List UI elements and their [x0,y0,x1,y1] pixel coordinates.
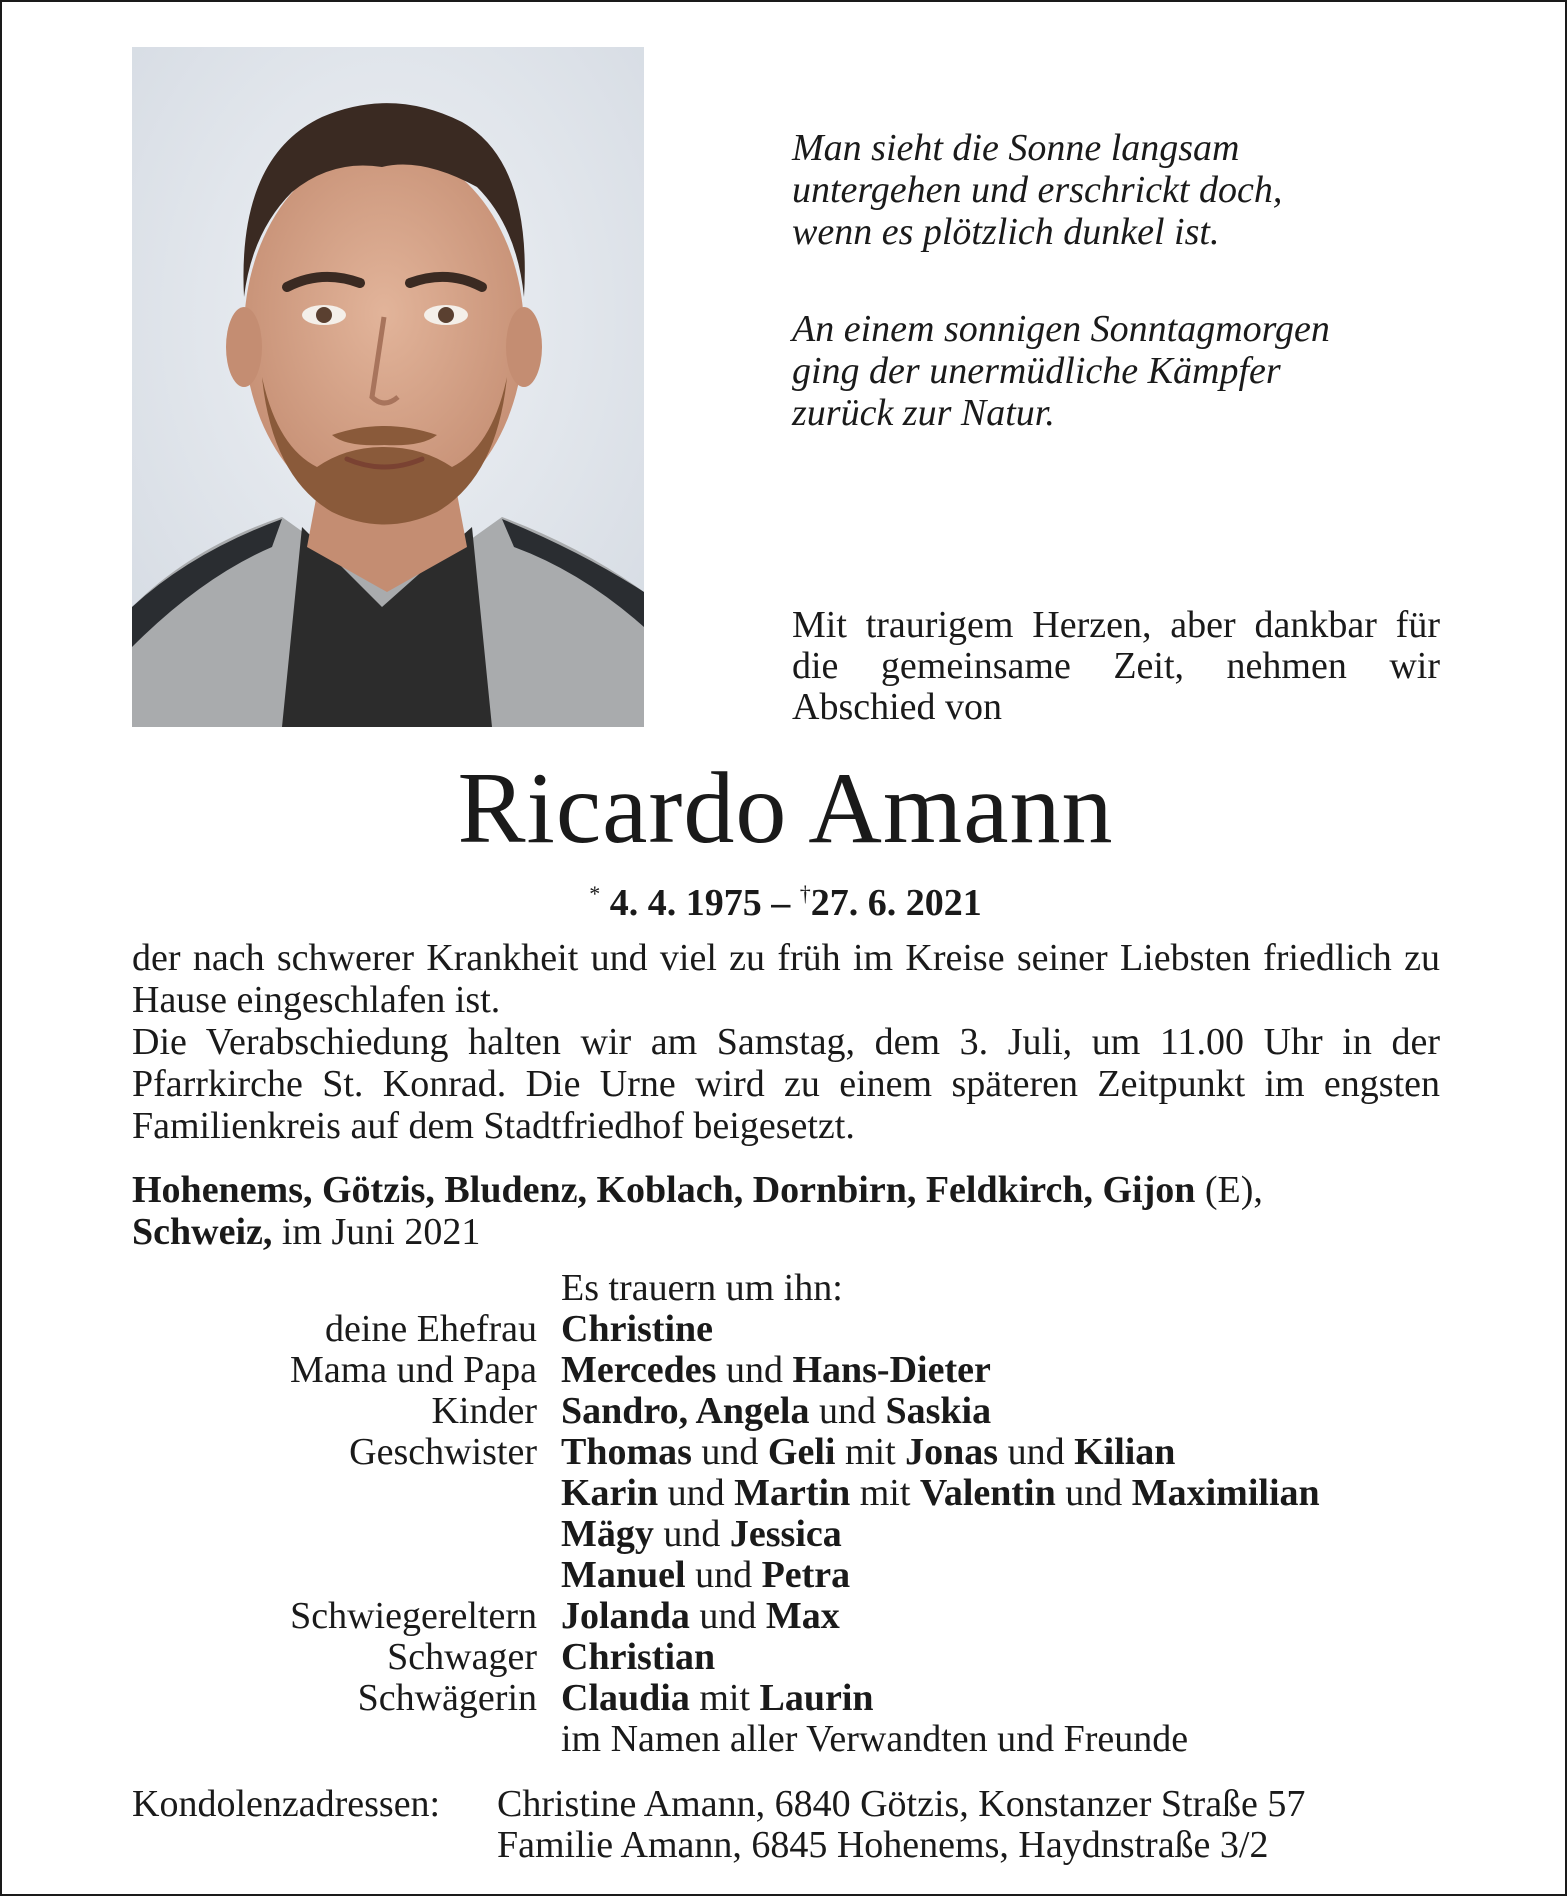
mourner-name: Claudia [561,1677,690,1719]
mourner-name: Jessica [729,1513,842,1555]
mourner-row [132,1432,1452,1473]
mourner-label [132,1719,561,1760]
date-line: im Juni 2021 [281,1211,481,1253]
quote-line: Man sieht die Sonne langsam [792,127,1240,169]
mourner-names [561,1596,1452,1637]
mourner-row [132,1514,1452,1555]
condolence-addresses [132,1784,1452,1866]
mourner-label [132,1555,561,1596]
mourner-names [561,1678,1452,1719]
mourner-label: Schwager [387,1636,537,1678]
mourner-row [132,1391,1452,1432]
mourner-name: Maximilian [1131,1472,1320,1514]
mourner-connector: und [691,1431,768,1473]
quote-stanza-2 [792,308,1492,434]
mourner-row [132,1719,1452,1760]
condolence-address: Familie Amann, 6845 Hohenems, Haydnstraße 3/2 [497,1824,1269,1866]
obituary-body [132,937,1440,1147]
mourner-label: Schwägerin [357,1677,537,1719]
places-and-date [132,1169,1440,1253]
mourner-label: Geschwister [349,1431,537,1473]
portrait-photo [132,47,644,727]
mourner-names [561,1391,1452,1432]
country-note: (E), [1204,1169,1263,1211]
mourner-connector: und [716,1349,793,1391]
mourner-connector: und [809,1390,886,1432]
mourner-label: Schwiegereltern [290,1595,537,1637]
mourner-name: Manuel [561,1554,686,1596]
mourner-names [561,1473,1452,1514]
condolence-label-spacer [132,1825,497,1866]
intro-text: Mit traurigem Herzen, aber dankbar für die gemeinsame Zeit, nehmen wir Abschied von [792,604,1440,728]
mourner-names [561,1309,1452,1350]
mourner-name: Christian [561,1636,716,1678]
mourner-name: Max [765,1595,840,1637]
mourner-connector: mit [689,1677,760,1719]
quote-line: zurück zur Natur. [792,392,1055,434]
mourner-names [561,1432,1452,1473]
life-dates [2,872,1567,925]
mourner-label: Mama und Papa [290,1349,537,1391]
mourner-connector: im Namen aller Verwandten und Freunde [561,1718,1189,1760]
mourner-label [132,1268,561,1309]
mourner-connector: und [653,1513,730,1555]
mourner-row [132,1555,1452,1596]
mourner-name: Martin [734,1472,851,1514]
body-paragraph: Die Verabschiedung halten wir am Samstag, dem 3. Juli, um 11.00 Uhr in der Pfarrkirche St. Konrad. Die Urne wird zu einem späteren Zeitpunkt im engsten Familienkreis auf dem Stadtfriedhof beigesetzt. [132,1021,1440,1147]
mourners-heading: Es trauern um ihn: [561,1267,843,1309]
mourner-name: Laurin [759,1677,874,1719]
birth-symbol: * [589,881,601,906]
mourner-connector: mit [835,1431,906,1473]
mourner-name: Karin [561,1472,659,1514]
mourner-rows [132,1309,1452,1760]
death-symbol: † [799,881,811,906]
mourner-connector: und [689,1595,766,1637]
mourner-name: Valentin [919,1472,1056,1514]
birth-date: 4. 4. 1975 [609,882,762,924]
mourner-row [132,1309,1452,1350]
mourner-name: Christine [561,1308,713,1350]
mourner-label [132,1473,561,1514]
mourner-name: Jonas [905,1431,999,1473]
mourner-name: Jolanda [561,1595,690,1637]
condolence-address: Christine Amann, 6840 Götzis, Konstanzer Straße 57 [497,1783,1306,1825]
mourner-row [132,1678,1452,1719]
mourner-names [561,1350,1452,1391]
mourner-names [561,1719,1452,1760]
mourner-name: Hans-Dieter [792,1349,991,1391]
mourner-connector: mit [850,1472,920,1514]
death-date: 27. 6. 2021 [810,882,982,924]
condolence-label: Kondolenzadressen: [132,1783,441,1825]
body-paragraph: der nach schwerer Krankheit und viel zu früh im Kreise seiner Liebsten friedlich zu Hause eingeschlafen ist. [132,937,1440,1021]
quote-stanza-1 [792,127,1492,253]
portrait-icon [132,47,644,727]
mourner-connector: und [685,1554,762,1596]
mourner-names [561,1555,1452,1596]
mourner-name: Geli [767,1431,836,1473]
mourner-names [561,1637,1452,1678]
mourner-connector: und [998,1431,1075,1473]
mourner-label: deine Ehefrau [324,1308,537,1350]
mourner-connector: und [658,1472,735,1514]
mourner-name: Petra [761,1554,851,1596]
mourner-name: Saskia [885,1390,992,1432]
mourner-label: Kinder [431,1390,537,1432]
mourner-row [132,1637,1452,1678]
quote-line: ging der unermüdliche Kämpfer [792,350,1281,392]
date-separator: – [771,882,791,924]
mourner-name: Mercedes [561,1349,717,1391]
mourner-name: Kilian [1074,1431,1176,1473]
deceased-name: Ricardo Amann [457,752,1114,865]
mourners-list [132,1268,1452,1760]
mourner-names [561,1514,1452,1555]
mourner-name: Mägy [561,1513,654,1555]
mourner-label [132,1514,561,1555]
mourners-heading-row [132,1268,1452,1309]
mourner-row [132,1596,1452,1637]
quote-line: wenn es plötzlich dunkel ist. [792,211,1220,253]
quote-line: An einem sonnigen Sonntagmorgen [792,308,1330,350]
places-list-2: Schweiz, [132,1211,273,1253]
mourner-connector: und [1055,1472,1132,1514]
places-list: Hohenems, Götzis, Bludenz, Koblach, Dornbirn, Feldkirch, Gijon [132,1169,1196,1211]
quote-line: untergehen und erschrickt doch, [792,169,1283,211]
condolence-row [132,1825,1452,1866]
mourner-row [132,1473,1452,1514]
mourner-row [132,1350,1452,1391]
mourner-name: Thomas [561,1431,692,1473]
mourner-name: Sandro, Angela [561,1390,810,1432]
condolence-row [132,1784,1452,1825]
